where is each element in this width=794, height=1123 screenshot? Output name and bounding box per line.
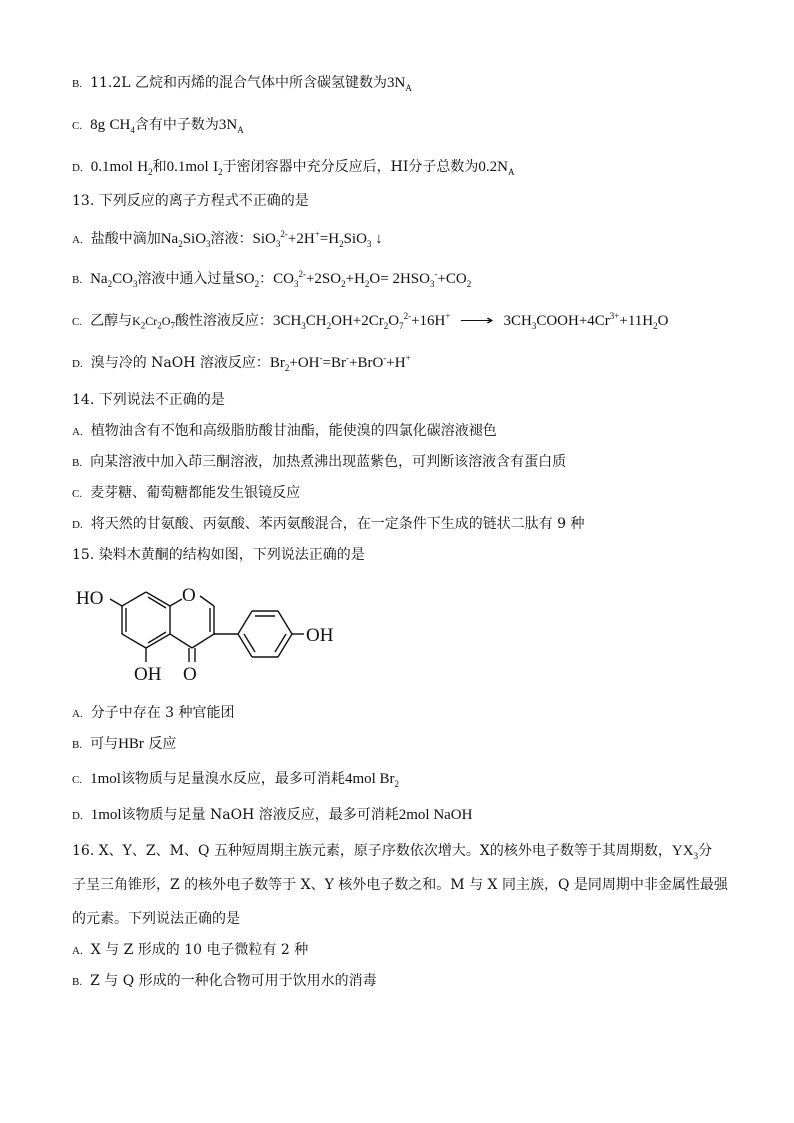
- option-letter: B.: [72, 976, 83, 988]
- formula: $I_2$: [213, 159, 223, 177]
- label-o-ring: O: [182, 585, 196, 606]
- equation: $Br_2+OH^-=Br^-+BrO^-+H^+$: [269, 353, 411, 373]
- q13-option-c: C. 乙醇与$K_2Cr_2O_7$酸性溶液反应：$3CH_3CH_2OH+2Cr_2O_7^{2-}+16H^+$ ⟶ $3CH_3COOH+4Cr^{3+}+11H_2O$: [72, 311, 669, 331]
- formula: $H_2$: [137, 159, 153, 177]
- option-letter: D.: [72, 162, 83, 174]
- q12-option-b: [72, 74, 412, 93]
- option-letter: A.: [72, 945, 83, 957]
- formula: $SO_2$: [235, 271, 260, 289]
- q15-option-a: A. 分子中存在 3 种官能团: [72, 705, 235, 721]
- q13-stem: 13. 下列反应的离子方程式不正确的是: [72, 193, 309, 209]
- formula: $3N_A$: [387, 75, 412, 93]
- option-letter: C.: [72, 316, 83, 328]
- arrow-icon: ⟶: [459, 313, 495, 329]
- q14-stem: 14. 下列说法不正确的是: [72, 392, 225, 408]
- option-text: 11.2L 乙烷和丙烯的混合气体中所含碳氢键数为: [90, 75, 388, 91]
- label-oh-bottom: OH: [134, 664, 162, 685]
- formula: $Na_2SiO_3$: [160, 231, 211, 249]
- q16-option-b: B. Z 与 Q 形成的一种化合物可用于饮用水的消毒: [72, 973, 377, 989]
- option-letter: A.: [72, 708, 83, 720]
- label-oh-right: OH: [306, 625, 334, 646]
- option-letter: B.: [72, 457, 83, 469]
- q16-option-a: A. X 与 Z 形成的 10 电子微粒有 2 种: [72, 942, 309, 958]
- formula: $0.2N_A$: [478, 159, 515, 177]
- q16-stem-line1: 16. X、Y、Z、M、Q 五种短周期主族元素，原子序数依次增大。X的核外电子数等于其周期数，$YX_3$分: [72, 843, 713, 861]
- formula: $3N_A$: [218, 117, 244, 135]
- option-letter: B.: [72, 274, 83, 286]
- equation: $3CH_3CH_2OH+2Cr_2O_7^{2-}+16H^+$ ⟶ $3CH_3COOH+4Cr^{3+}+11H_2O$: [272, 311, 669, 331]
- q14-option-a: A. 植物油含有不饱和高级脂肪酸甘油酯，能使溴的四氯化碳溶液褪色: [72, 423, 497, 439]
- label-o-carbonyl: O: [183, 664, 197, 685]
- formula: $K_2Cr_2O_7$: [132, 314, 175, 331]
- option-letter: A.: [72, 234, 83, 246]
- q14-option-b: B. 向某溶液中加入茚三酮溶液，加热煮沸出现蓝紫色，可判断该溶液含有蛋白质: [72, 454, 567, 470]
- equation: $CO_3^{2-}+2SO_2+H_2O= 2HSO_3^-+CO_2$: [273, 269, 472, 289]
- q15-option-d: D. 1mol该物质与足量 NaOH 溶液反应，最多可消耗2mol NaOH: [72, 807, 473, 823]
- structure-bonds: [110, 592, 304, 662]
- q13-option-d: D. 溴与冷的 NaOH 溶液反应：$Br_2+OH^-=Br^-+BrO^-+H^+$: [72, 353, 411, 373]
- q12-option-d: D. 0.1mol $H_2$和0.1mol $I_2$于密闭容器中充分反应后，HI分子总数为$0.2N_A$: [72, 159, 515, 177]
- formula: $Na_2CO_3$: [90, 271, 138, 289]
- option-letter: D.: [72, 519, 83, 531]
- option-letter: C.: [72, 120, 83, 132]
- option-letter: C.: [72, 774, 83, 786]
- option-letter: D.: [72, 810, 83, 822]
- option-letter: D.: [72, 358, 83, 370]
- q14-option-d: D. 将天然的甘氨酸、丙氨酸、苯丙氨酸混合，在一定条件下生成的链状二肽有 9 种: [72, 516, 585, 532]
- option-letter: B.: [72, 739, 83, 751]
- q16-stem-line2: 子呈三角锥形，Z 的核外电子数等于 X、Y 核外电子数之和。M 与 X 同主族，Q 是同周期中非金属性最强: [72, 877, 728, 893]
- q15-option-c: C. 1mol该物质与足量溴水反应，最多可消耗4mol $Br_2$: [72, 771, 400, 789]
- option-letter: A.: [72, 426, 83, 438]
- option-letter: B.: [72, 78, 83, 90]
- q13-option-b: B. $Na_2CO_3$溶液中通入过量$SO_2$：$CO_3^{2-}+2SO_2+H_2O= 2HSO_3^-+CO_2$: [72, 269, 472, 289]
- formula: $YX_3$: [671, 843, 699, 861]
- q12-option-c: C. 8g $CH_4$含有中子数为$3N_A$: [72, 117, 244, 135]
- genistein-structure-diagram: [72, 578, 352, 688]
- q15-option-b: B. 可与HBr 反应: [72, 736, 177, 752]
- q13-option-a: A. 盐酸中滴加$Na_2SiO_3$溶液：$SiO_3^{2-}+2H^+=H_2SiO_3$ ↓: [72, 229, 383, 249]
- label-ho-left: HO: [76, 588, 104, 609]
- q15-stem: 15. 染料木黄酮的结构如图，下列说法正确的是: [72, 547, 365, 563]
- q16-stem-line3: 的元素。下列说法正确的是: [72, 911, 240, 927]
- q14-option-c: C. 麦芽糖、葡萄糖都能发生银镜反应: [72, 485, 301, 501]
- formula: $CH_4$: [109, 117, 135, 135]
- option-letter: C.: [72, 488, 83, 500]
- equation: $SiO_3^{2-}+2H^+=H_2SiO_3$ ↓: [252, 229, 383, 249]
- formula: 4mol $Br_2$: [344, 771, 400, 789]
